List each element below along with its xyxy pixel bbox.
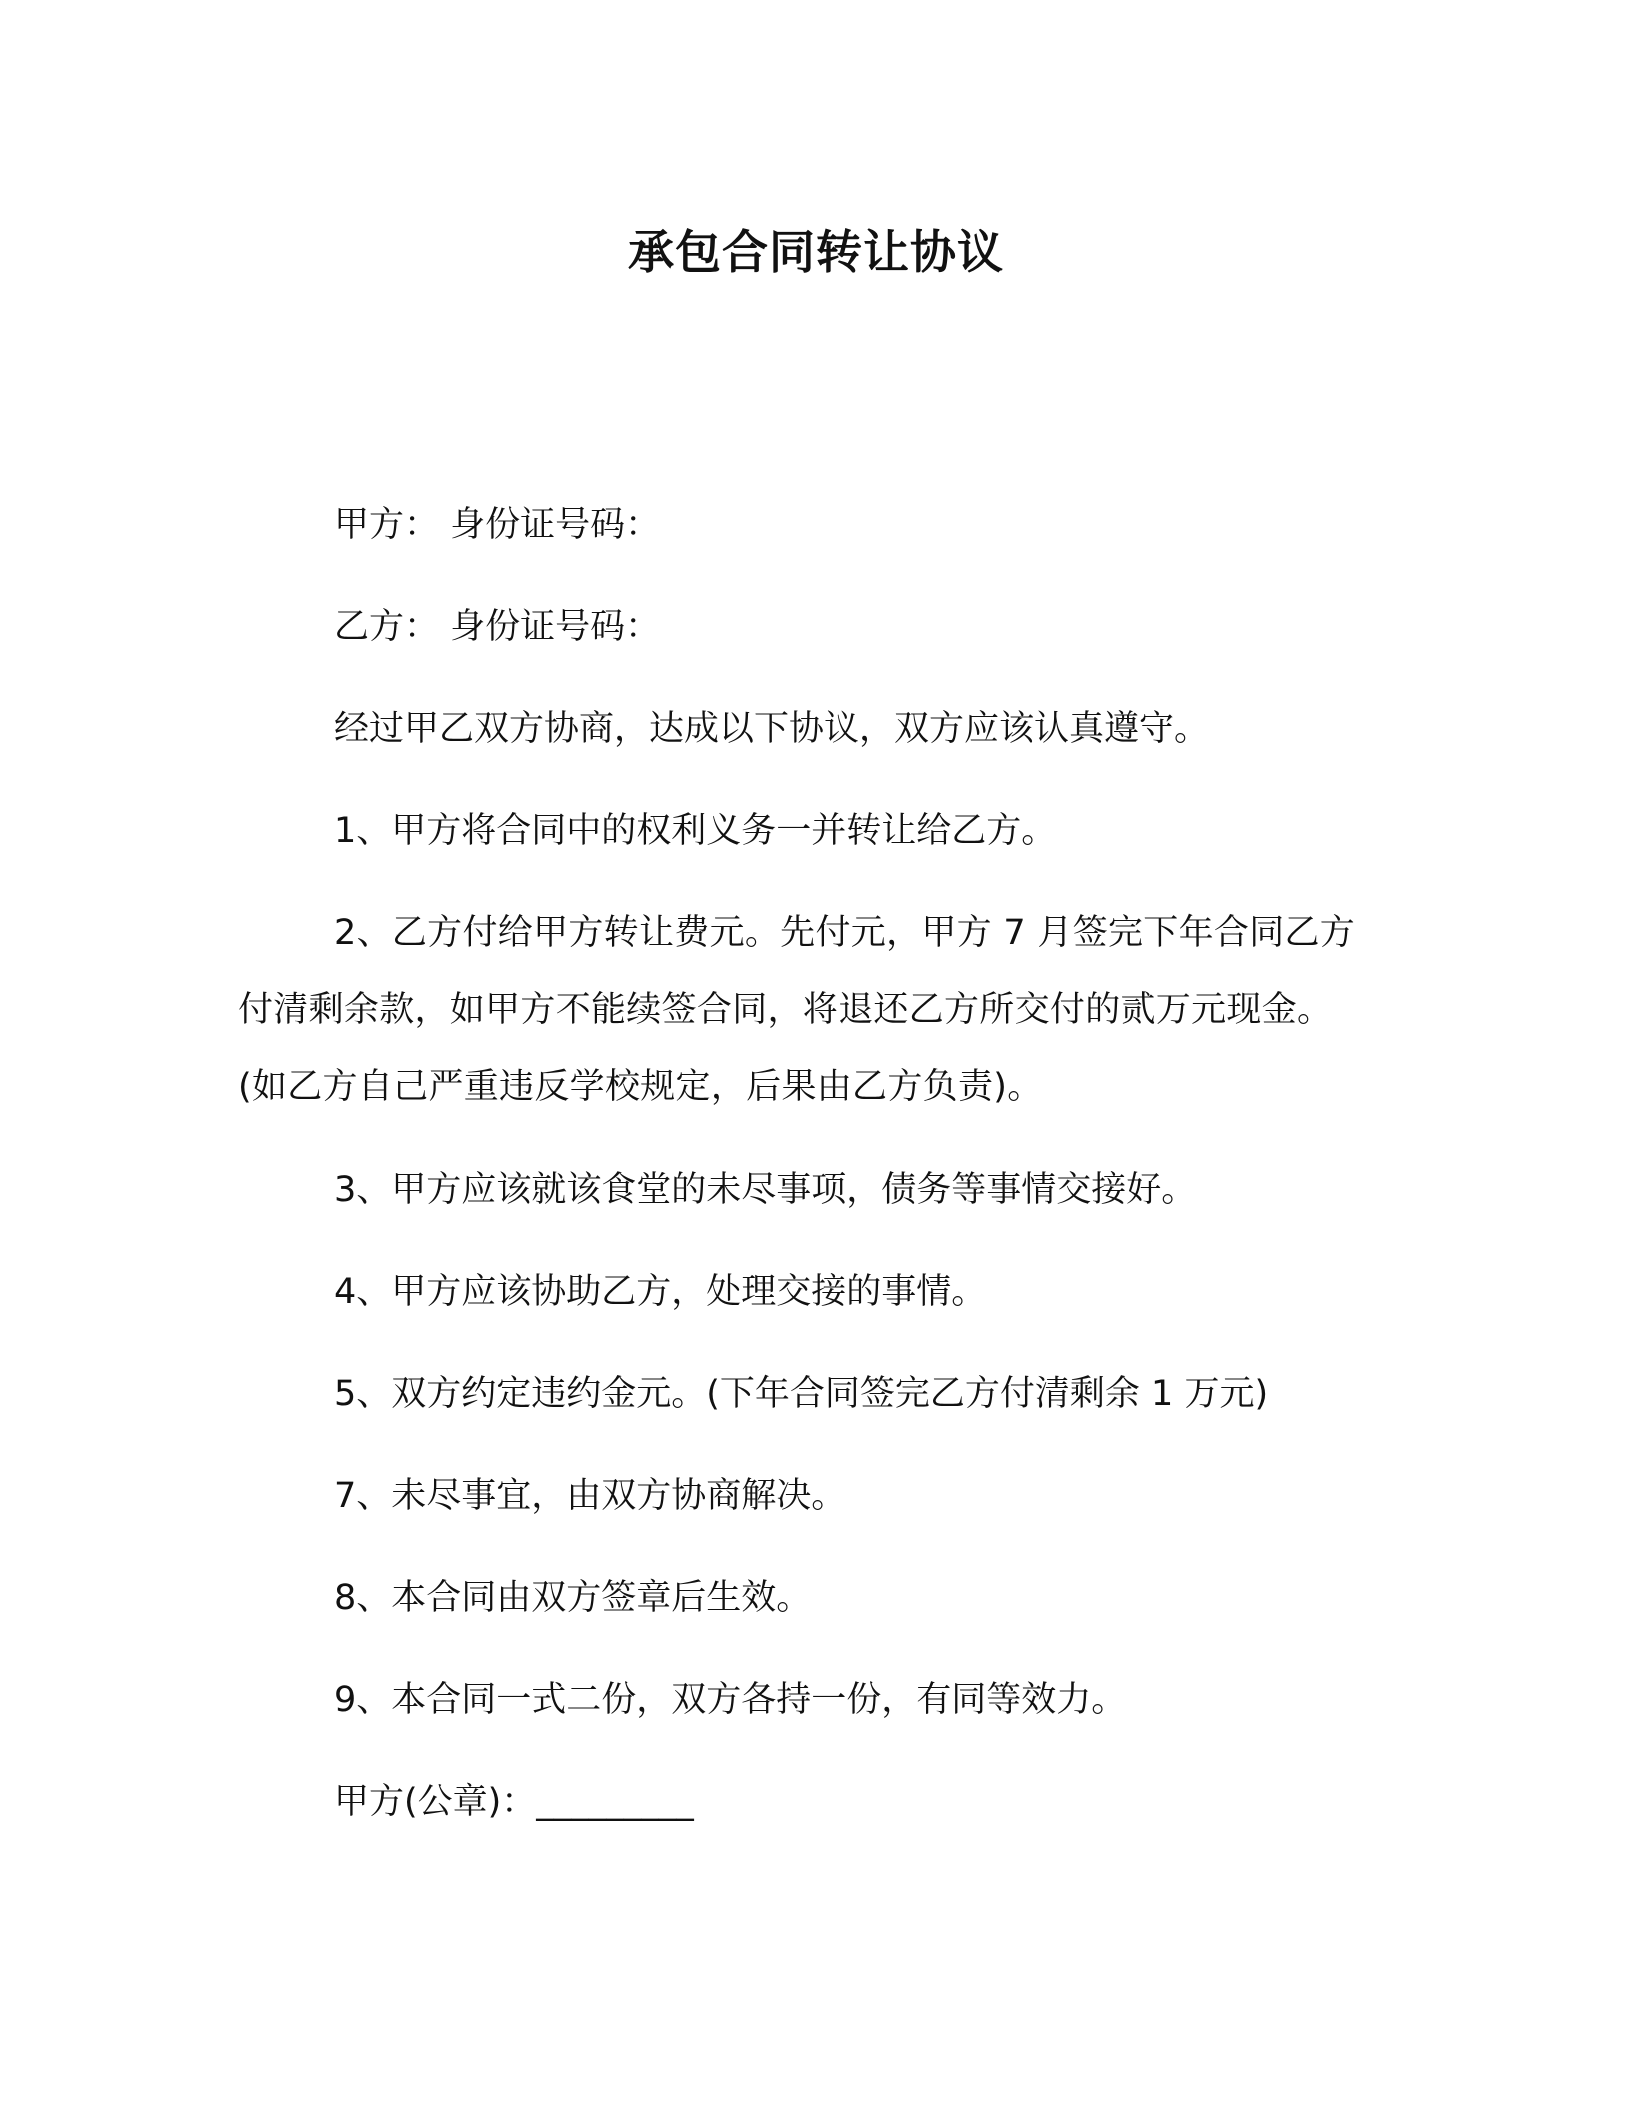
clause-3: 3、甲方应该就该食堂的未尽事项，债务等事情交接好。 — [334, 1170, 1197, 1210]
intro-paragraph: 经过甲乙双方协商，达成以下协议，双方应该认真遵守。 — [334, 709, 1210, 749]
clause-8: 8、本合同由双方签章后生效。 — [334, 1578, 812, 1618]
document-title: 承包合同转让协议 — [628, 225, 1004, 279]
clause-2: 2、乙方付给甲方转让费元。先付元，甲方 7 月签完下年合同乙方付清剩余款，如甲方不能续签合同，将退还乙方所交付的贰万元现金。(如乙方自己严重违反学校规定，后果由乙方负责)。 — [238, 913, 1356, 1107]
clause-4: 4、甲方应该协助乙方，处理交接的事情。 — [334, 1272, 987, 1312]
clause-7: 7、未尽事宜，由双方协商解决。 — [334, 1476, 847, 1516]
party-a-signature-line: 甲方(公章)：_________ — [334, 1782, 694, 1822]
clause-9: 9、本合同一式二份，双方各持一份，有同等效力。 — [334, 1680, 1127, 1720]
clause-5: 5、双方约定违约金元。(下年合同签完乙方付清剩余 1 万元) — [334, 1374, 1269, 1414]
party-b-line: 乙方： 身份证号码： — [334, 607, 661, 647]
clause-1: 1、甲方将合同中的权利义务一并转让给乙方。 — [334, 811, 1057, 851]
party-a-line: 甲方： 身份证号码： — [334, 505, 661, 545]
